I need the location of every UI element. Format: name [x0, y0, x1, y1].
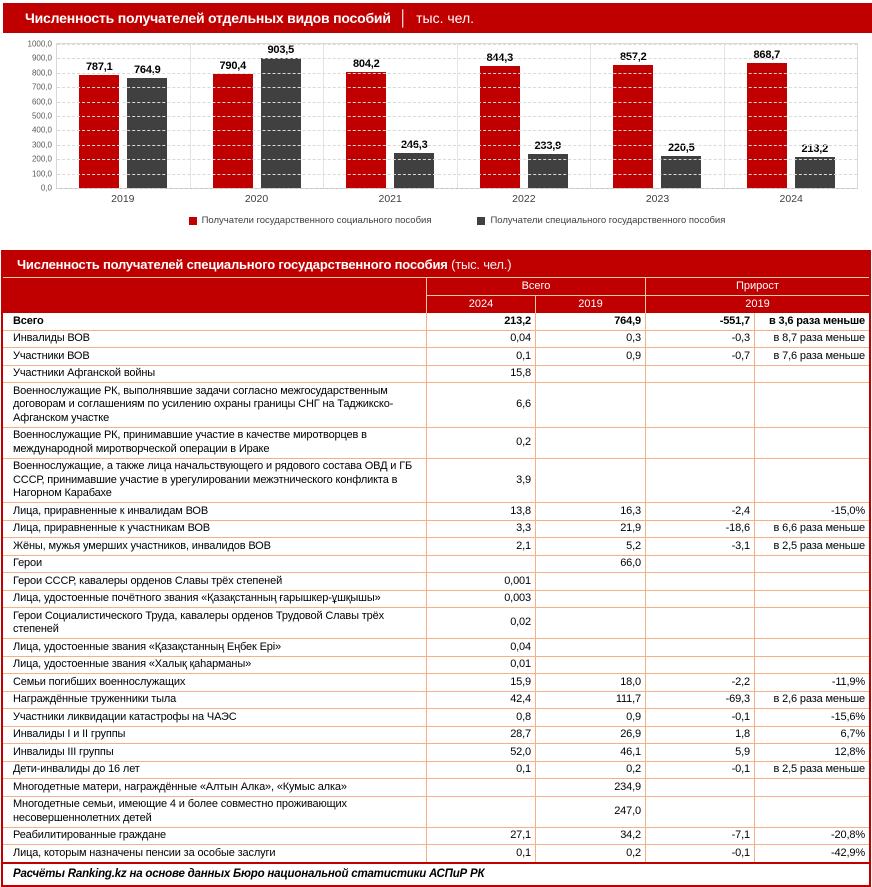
- row-value: 6,6: [426, 383, 535, 427]
- row-label: Семьи погибших военнослужащих: [13, 675, 186, 688]
- row-value: [754, 428, 869, 458]
- bar-value-label: 844,3: [486, 52, 514, 65]
- row-value: [535, 573, 645, 590]
- table-row: [3, 520, 869, 538]
- legend-item-gsp: [189, 215, 432, 226]
- row-label: Участники Афганской войны: [13, 367, 156, 379]
- chart-title-banner: [3, 3, 872, 33]
- table-row: [3, 656, 869, 674]
- gridline: [57, 130, 857, 131]
- header-col-2019: 2019: [535, 295, 645, 313]
- chart-legend: [56, 215, 858, 226]
- row-value: 0,001: [426, 573, 535, 590]
- row-value: 66,0: [535, 556, 645, 573]
- row-value: 46,1: [535, 744, 645, 761]
- table-row: [3, 347, 869, 365]
- row-value: 0,3: [535, 331, 645, 348]
- chart-title: Численность получателей отдельных видов пособий: [25, 10, 391, 26]
- legend-label-sgp: Получатели специального государственного пособия: [490, 215, 726, 226]
- row-value: [754, 383, 869, 427]
- row-value: -15,0%: [754, 503, 869, 520]
- row-value: 0,04: [426, 639, 535, 656]
- row-value: [426, 779, 535, 796]
- row-value: 0,1: [426, 845, 535, 862]
- row-value: -15,6%: [754, 709, 869, 726]
- table-row: [3, 691, 869, 709]
- gridline: [57, 44, 857, 45]
- x-axis-label: 2020: [244, 193, 269, 205]
- table-row: [3, 537, 869, 555]
- row-value: -18,6: [645, 521, 754, 538]
- table-row: [3, 743, 869, 761]
- row-label: Инвалиды III группы: [13, 745, 114, 758]
- y-axis-tick-label: 900,0: [31, 53, 52, 63]
- y-axis-tick-label: 300,0: [31, 140, 52, 150]
- table-row: [3, 726, 869, 744]
- bar-value-label: 857,2: [619, 50, 647, 63]
- header-group-prirost: Прирост: [645, 278, 869, 295]
- row-value: -0,7: [645, 348, 754, 365]
- table-row: [3, 844, 869, 862]
- bar: [261, 58, 301, 188]
- row-value: 16,3: [535, 503, 645, 520]
- bar-value-label: 868,7: [753, 48, 781, 61]
- x-axis-label: 2019: [111, 193, 135, 205]
- row-label: Многодетные семьи, имеющие 4 и более совместно проживающих несовершеннолетних детей: [13, 798, 347, 824]
- gridline: [57, 87, 857, 88]
- row-value: 111,7: [535, 692, 645, 709]
- table-row: [3, 502, 869, 520]
- benefits-table: [1, 250, 871, 887]
- row-label: Лица, приравненные к участникам ВОВ: [13, 522, 210, 534]
- row-label: Герои СССР, кавалеры орденов Славы трёх степеней: [13, 574, 283, 587]
- row-value: [754, 608, 869, 638]
- table-row: [3, 761, 869, 779]
- y-axis-tick-label: 800,0: [31, 68, 52, 78]
- row-value: 0,2: [426, 428, 535, 458]
- y-axis-tick-label: 1000,0: [27, 39, 52, 49]
- bar-value-label: 790,4: [219, 60, 247, 73]
- row-value: -0,3: [645, 331, 754, 348]
- row-value: 0,04: [426, 331, 535, 348]
- bar-value-label: 213,2: [801, 143, 829, 156]
- row-value: 213,2: [426, 313, 535, 330]
- row-value: [645, 657, 754, 674]
- row-value: [645, 459, 754, 503]
- row-label: Военнослужащие РК, принимавшие участие в качестве миротворцев в международной миротворческой операции в Ираке: [13, 429, 367, 455]
- row-value: [645, 573, 754, 590]
- row-value: -69,3: [645, 692, 754, 709]
- gridline: [57, 159, 857, 160]
- row-label: Инвалиды ВОВ: [13, 332, 90, 344]
- gridline: [57, 73, 857, 74]
- row-value: 34,2: [535, 828, 645, 845]
- row-value: [535, 459, 645, 503]
- row-value: 5,2: [535, 538, 645, 555]
- header-col-prirost-2019: 2019: [645, 295, 869, 313]
- row-value: [754, 639, 869, 656]
- table-title: Численность получателей специального государственного пособия: [17, 257, 448, 272]
- y-axis-tick-label: 100,0: [31, 169, 52, 179]
- bar-value-label: 246,3: [400, 138, 428, 151]
- row-value: 13,8: [426, 503, 535, 520]
- row-value: -11,9%: [754, 674, 869, 691]
- row-value: -0,1: [645, 762, 754, 779]
- row-value: 0,9: [535, 348, 645, 365]
- row-value: [535, 608, 645, 638]
- row-value: [645, 383, 754, 427]
- legend-swatch-gray-icon: [477, 217, 485, 225]
- row-value: 3,9: [426, 459, 535, 503]
- table-title-unit-text: (тыс. чел.): [451, 257, 512, 272]
- row-value: -20,8%: [754, 828, 869, 845]
- row-value: 0,1: [426, 762, 535, 779]
- row-value: [754, 556, 869, 573]
- row-label: Военнослужащие, а также лица начальствующего и рядового состава ОВД и ГБ СССР, принимавшие участие в урегулировании межэтнического конфликта в Нагорном Карабахе: [13, 460, 413, 499]
- row-value: [426, 556, 535, 573]
- row-value: 42,4: [426, 692, 535, 709]
- table-header: [3, 278, 869, 313]
- row-value: [535, 383, 645, 427]
- row-value: -42,9%: [754, 845, 869, 862]
- row-value: [754, 459, 869, 503]
- y-axis-tick-label: 600,0: [31, 97, 52, 107]
- bar: [613, 65, 653, 188]
- row-value: 0,8: [426, 709, 535, 726]
- row-label: Всего: [13, 314, 44, 327]
- row-label: Лица, удостоенные звания «Қазақстанның Еңбек Ері»: [13, 640, 282, 653]
- table-row: [3, 673, 869, 691]
- x-axis-label: 2024: [779, 193, 803, 205]
- table-footer: Расчёты Ranking.kz на основе данных Бюро национальной статистики АСПиР РК: [3, 862, 869, 885]
- table-row: [3, 382, 869, 427]
- row-value: [535, 657, 645, 674]
- bar-value-label: 764,9: [133, 63, 161, 76]
- row-value: [535, 639, 645, 656]
- table-row: [3, 590, 869, 608]
- row-value: -2,2: [645, 674, 754, 691]
- row-value: 26,9: [535, 727, 645, 744]
- legend-label-gsp: Получатели государственного социального пособия: [201, 215, 432, 226]
- row-label: Лица, удостоенные почётного звания «Қазақстанның ғарышкер-ұшқышы»: [13, 592, 381, 604]
- bar-chart: [0, 33, 872, 245]
- bar-value-label: 804,2: [352, 58, 380, 71]
- table-row: [3, 708, 869, 726]
- row-value: [645, 608, 754, 638]
- table-row: [3, 638, 869, 656]
- row-value: [754, 366, 869, 383]
- table-row: [3, 458, 869, 503]
- y-axis-tick-label: 0,0: [40, 183, 52, 193]
- row-value: 6,7%: [754, 727, 869, 744]
- bar: [661, 156, 701, 188]
- row-value: [754, 573, 869, 590]
- row-value: [754, 797, 869, 827]
- row-value: [535, 428, 645, 458]
- row-value: [645, 591, 754, 608]
- row-value: [535, 366, 645, 383]
- x-axis: [56, 193, 858, 205]
- row-label: Военнослужащие РК, выполнявшие задачи согласно межгосударственным договорам и соглашениям по усилению охраны границы СНГ на Таджикско-Афганском участке: [13, 384, 394, 424]
- row-value: в 2,6 раза меньше: [754, 692, 869, 709]
- table-row: [3, 427, 869, 458]
- y-axis-tick-label: 400,0: [31, 125, 52, 135]
- row-value: -0,1: [645, 709, 754, 726]
- row-value: -3,1: [645, 538, 754, 555]
- x-axis-label: 2022: [512, 193, 536, 205]
- bar: [127, 78, 167, 188]
- legend-item-sgp: [477, 215, 725, 226]
- gridline: [57, 102, 857, 103]
- y-axis-tick-label: 700,0: [31, 82, 52, 92]
- bar-value-label: 903,5: [267, 44, 295, 56]
- title-separator: │: [398, 9, 409, 27]
- header-col-2024: 2024: [426, 295, 535, 313]
- row-label: Инвалиды I и II группы: [13, 728, 126, 740]
- table-row: [3, 572, 869, 590]
- chart-title-unit: тыс. чел.: [416, 10, 475, 26]
- row-label: Герои: [13, 557, 42, 569]
- row-label: Герои Социалистического Труда, кавалеры орденов Трудовой Славы трёх степеней: [13, 609, 384, 635]
- row-value: 0,9: [535, 709, 645, 726]
- table-row: [3, 365, 869, 383]
- row-value: 27,1: [426, 828, 535, 845]
- bar-value-label: 233,9: [534, 140, 562, 153]
- row-value: -7,1: [645, 828, 754, 845]
- row-value: 247,0: [535, 797, 645, 827]
- row-value: -0,1: [645, 845, 754, 862]
- table-row: [3, 313, 869, 330]
- row-label: Жёны, мужья умерших участников, инвалидов ВОВ: [13, 539, 271, 552]
- row-label: Лица, приравненные к инвалидам ВОВ: [13, 504, 209, 517]
- header-group-vsego: Всего: [426, 278, 645, 295]
- row-label: Участники ВОВ: [13, 349, 90, 362]
- bar-value-label: 220,5: [667, 142, 695, 155]
- row-value: в 3,6 раза меньше: [754, 313, 869, 330]
- row-value: [754, 657, 869, 674]
- row-value: -2,4: [645, 503, 754, 520]
- row-value: 21,9: [535, 521, 645, 538]
- table-row: [3, 555, 869, 573]
- row-value: 5,9: [645, 744, 754, 761]
- row-value: [645, 797, 754, 827]
- row-value: 0,1: [426, 348, 535, 365]
- row-label: Награждённые труженники тыла: [13, 693, 177, 705]
- row-value: [645, 639, 754, 656]
- row-value: 234,9: [535, 779, 645, 796]
- x-axis-label: 2021: [378, 193, 402, 205]
- row-value: [645, 779, 754, 796]
- row-value: [754, 779, 869, 796]
- y-axis-tick-label: 500,0: [31, 111, 52, 121]
- row-value: [645, 366, 754, 383]
- row-label: Лица, удостоенные звания «Халық қаһарманы»: [13, 658, 252, 670]
- row-value: [426, 797, 535, 827]
- row-value: 12,8%: [754, 744, 869, 761]
- row-value: 0,01: [426, 657, 535, 674]
- table-row: [3, 796, 869, 827]
- table-row: [3, 827, 869, 845]
- row-label: Лица, которым назначены пенсии за особые заслуги: [13, 846, 276, 859]
- row-value: 18,0: [535, 674, 645, 691]
- legend-swatch-red-icon: [189, 217, 197, 225]
- table-body: [3, 313, 869, 862]
- row-value: 1,8: [645, 727, 754, 744]
- row-value: в 2,5 раза меньше: [754, 538, 869, 555]
- bar: [747, 63, 787, 188]
- row-value: 52,0: [426, 744, 535, 761]
- table-row: [3, 607, 869, 638]
- row-value: 28,7: [426, 727, 535, 744]
- row-value: 15,9: [426, 674, 535, 691]
- row-value: [535, 591, 645, 608]
- row-label: Участники ликвидации катастрофы на ЧАЭС: [13, 710, 237, 723]
- row-label: Дети-инвалиды до 16 лет: [13, 763, 140, 775]
- table-row: [3, 778, 869, 796]
- row-value: 0,003: [426, 591, 535, 608]
- header-empty-cell: [3, 278, 426, 313]
- row-value: -551,7: [645, 313, 754, 330]
- row-value: в 6,6 раза меньше: [754, 521, 869, 538]
- row-value: в 2,5 раза меньше: [754, 762, 869, 779]
- row-label: Реабилитированные граждане: [13, 829, 167, 841]
- row-value: 0,02: [426, 608, 535, 638]
- gridline: [57, 116, 857, 117]
- x-axis-label: 2023: [645, 193, 670, 205]
- row-value: в 7,6 раза меньше: [754, 348, 869, 365]
- row-value: 764,9: [535, 313, 645, 330]
- row-value: [754, 591, 869, 608]
- row-value: 0,2: [535, 845, 645, 862]
- table-row: [3, 330, 869, 348]
- row-value: 3,3: [426, 521, 535, 538]
- bar: [394, 153, 434, 188]
- row-value: [645, 556, 754, 573]
- row-value: [645, 428, 754, 458]
- bar: [480, 66, 520, 188]
- gridline: [57, 145, 857, 146]
- bar-value-label: 787,1: [85, 60, 113, 73]
- gridline: [57, 174, 857, 175]
- row-value: 0,2: [535, 762, 645, 779]
- row-value: 2,1: [426, 538, 535, 555]
- y-axis-tick-label: 200,0: [31, 154, 52, 164]
- gridline: [57, 58, 857, 59]
- gridline: [57, 188, 857, 189]
- table-title-row: [3, 252, 869, 278]
- row-value: в 8,7 раза меньше: [754, 331, 869, 348]
- plot-area: [27, 39, 858, 193]
- row-value: 15,8: [426, 366, 535, 383]
- row-label: Многодетные матери, награждённые «Алтын Алка», «Кумыс алка»: [13, 780, 347, 793]
